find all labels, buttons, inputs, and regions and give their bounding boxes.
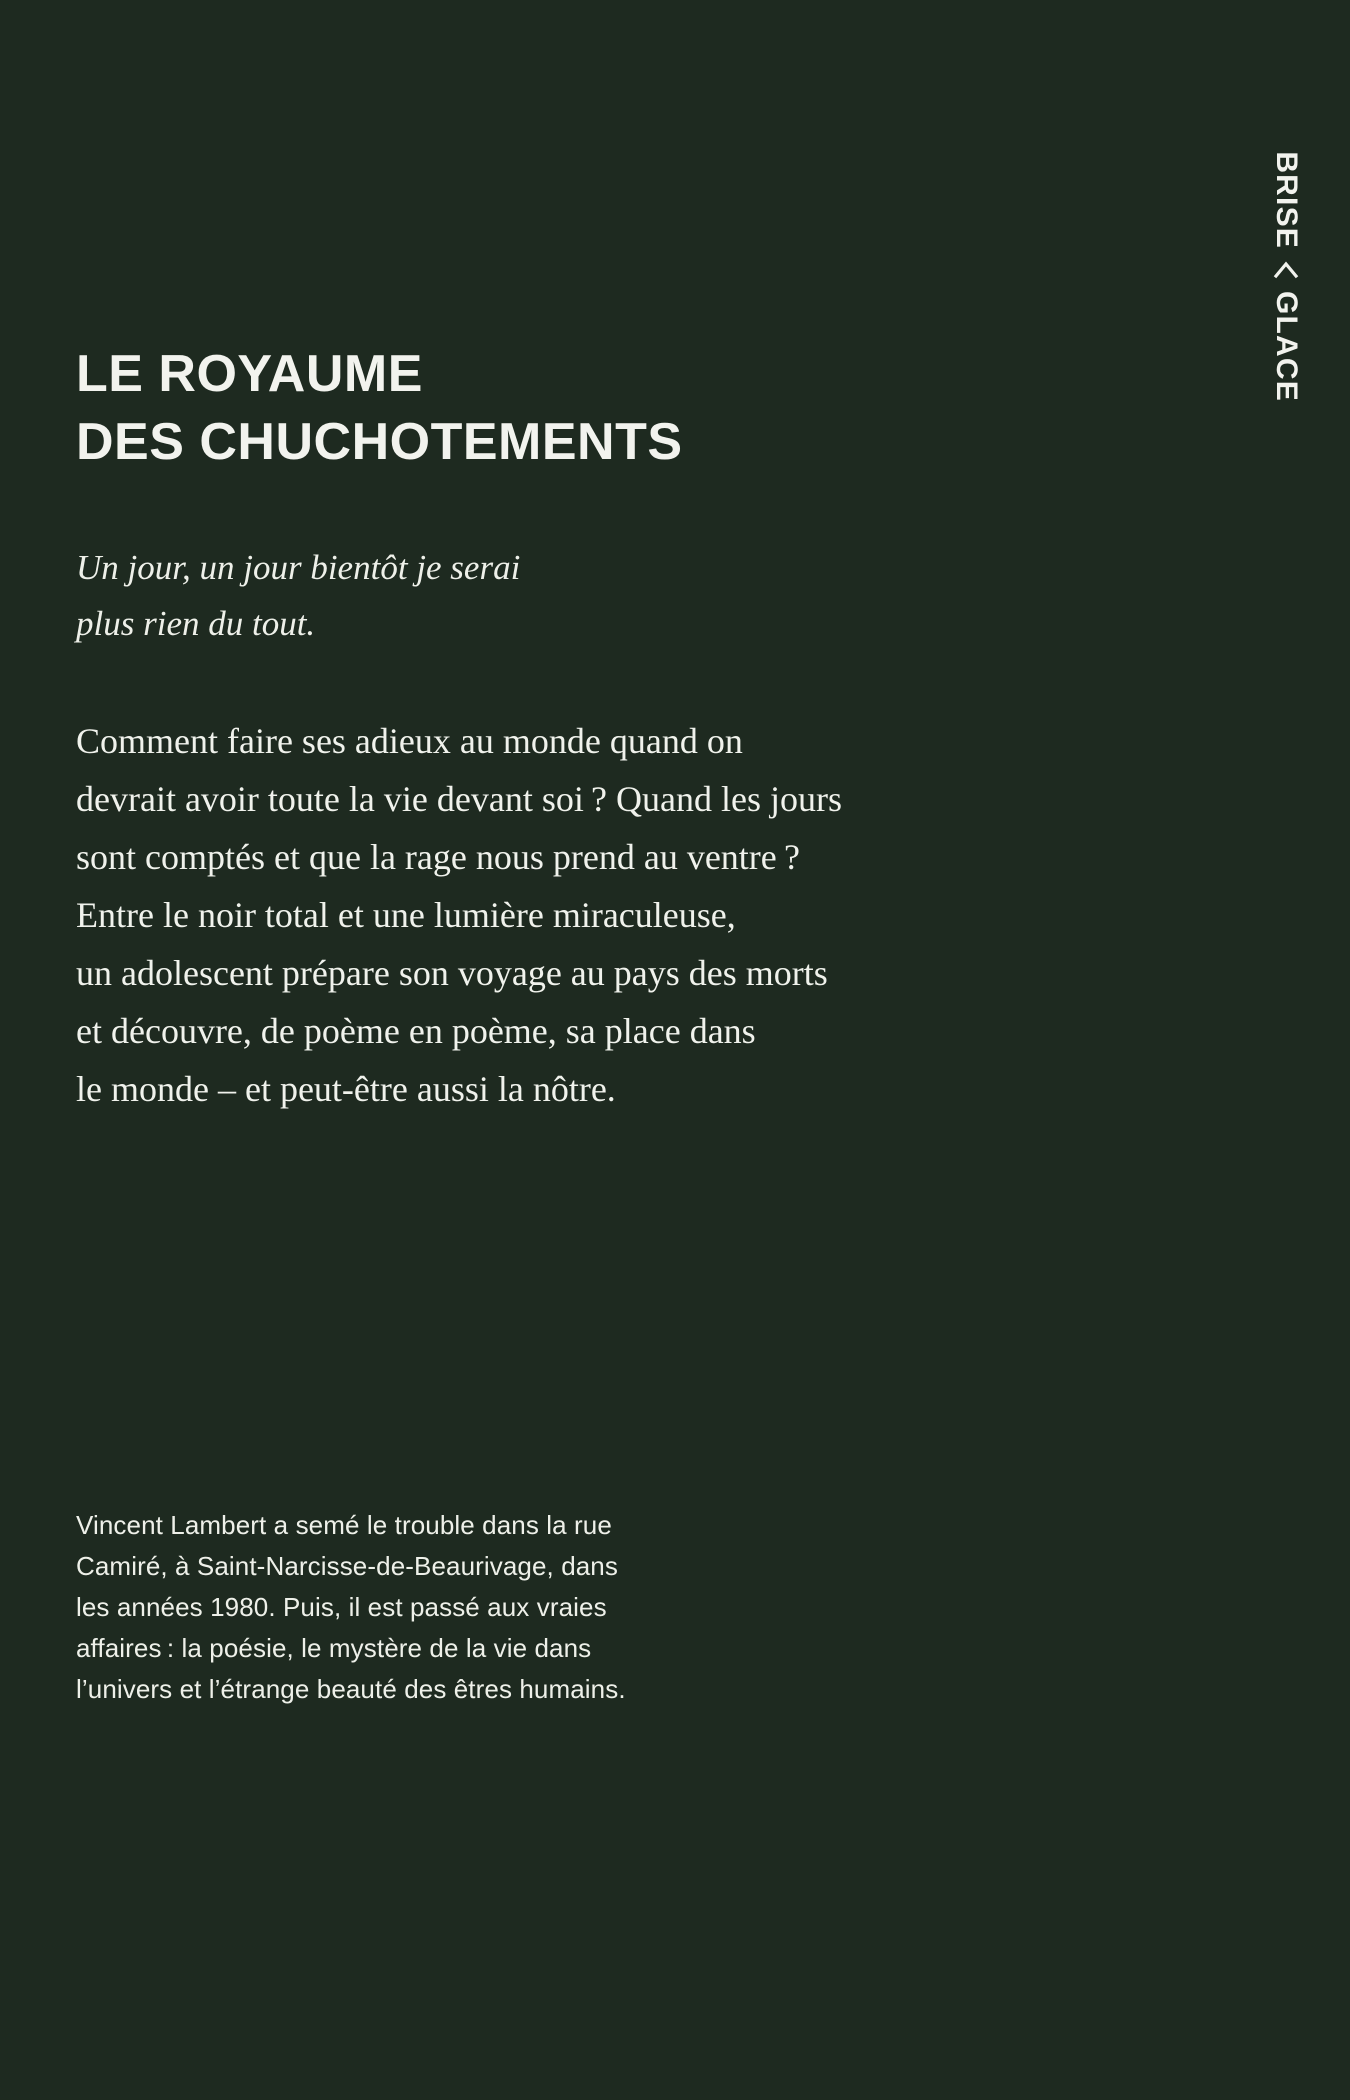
blurb-line: et découvre, de poème en poème, sa place dans xyxy=(76,1011,756,1051)
blurb-line: sont comptés et que la rage nous prend au ventre ? xyxy=(76,837,800,877)
blurb-line: devrait avoir toute la vie devant soi ? Quand les jours xyxy=(76,779,842,819)
bio-line: les années 1980. Puis, il est passé aux vraies xyxy=(76,1592,607,1622)
blurb-line: Comment faire ses adieux au monde quand on xyxy=(76,721,743,761)
publisher-name-right: GLACE xyxy=(1270,291,1303,402)
bio-line: l’univers et l’étrange beauté des êtres humains. xyxy=(76,1674,626,1704)
publisher-logo xyxy=(1256,62,1316,402)
bio-line: Camiré, à Saint-Narcisse-de-Beaurivage, dans xyxy=(76,1551,618,1581)
blurb-line: le monde – et peut-être aussi la nôtre. xyxy=(76,1069,616,1109)
epigraph-line-1: Un jour, un jour bientôt je serai xyxy=(76,548,521,587)
bio-line: affaires : la poésie, le mystère de la vie dans xyxy=(76,1633,592,1663)
epigraph-line-2: plus rien du tout. xyxy=(76,604,316,643)
bio-line: Vincent Lambert a semé le trouble dans la rue xyxy=(76,1510,612,1540)
title-line-1: LE ROYAUME xyxy=(76,345,423,403)
chevron-up-icon xyxy=(1273,257,1299,283)
epigraph xyxy=(76,540,896,652)
title-line-2: DES CHUCHOTEMENTS xyxy=(76,413,683,471)
back-cover-blurb xyxy=(76,712,1086,1118)
author-bio xyxy=(76,1505,876,1710)
blurb-line: Entre le noir total et une lumière miraculeuse, xyxy=(76,895,736,935)
blurb-line: un adolescent prépare son voyage au pays des morts xyxy=(76,953,828,993)
book-title xyxy=(76,340,1076,476)
publisher-name-left: BRISE xyxy=(1270,151,1303,249)
